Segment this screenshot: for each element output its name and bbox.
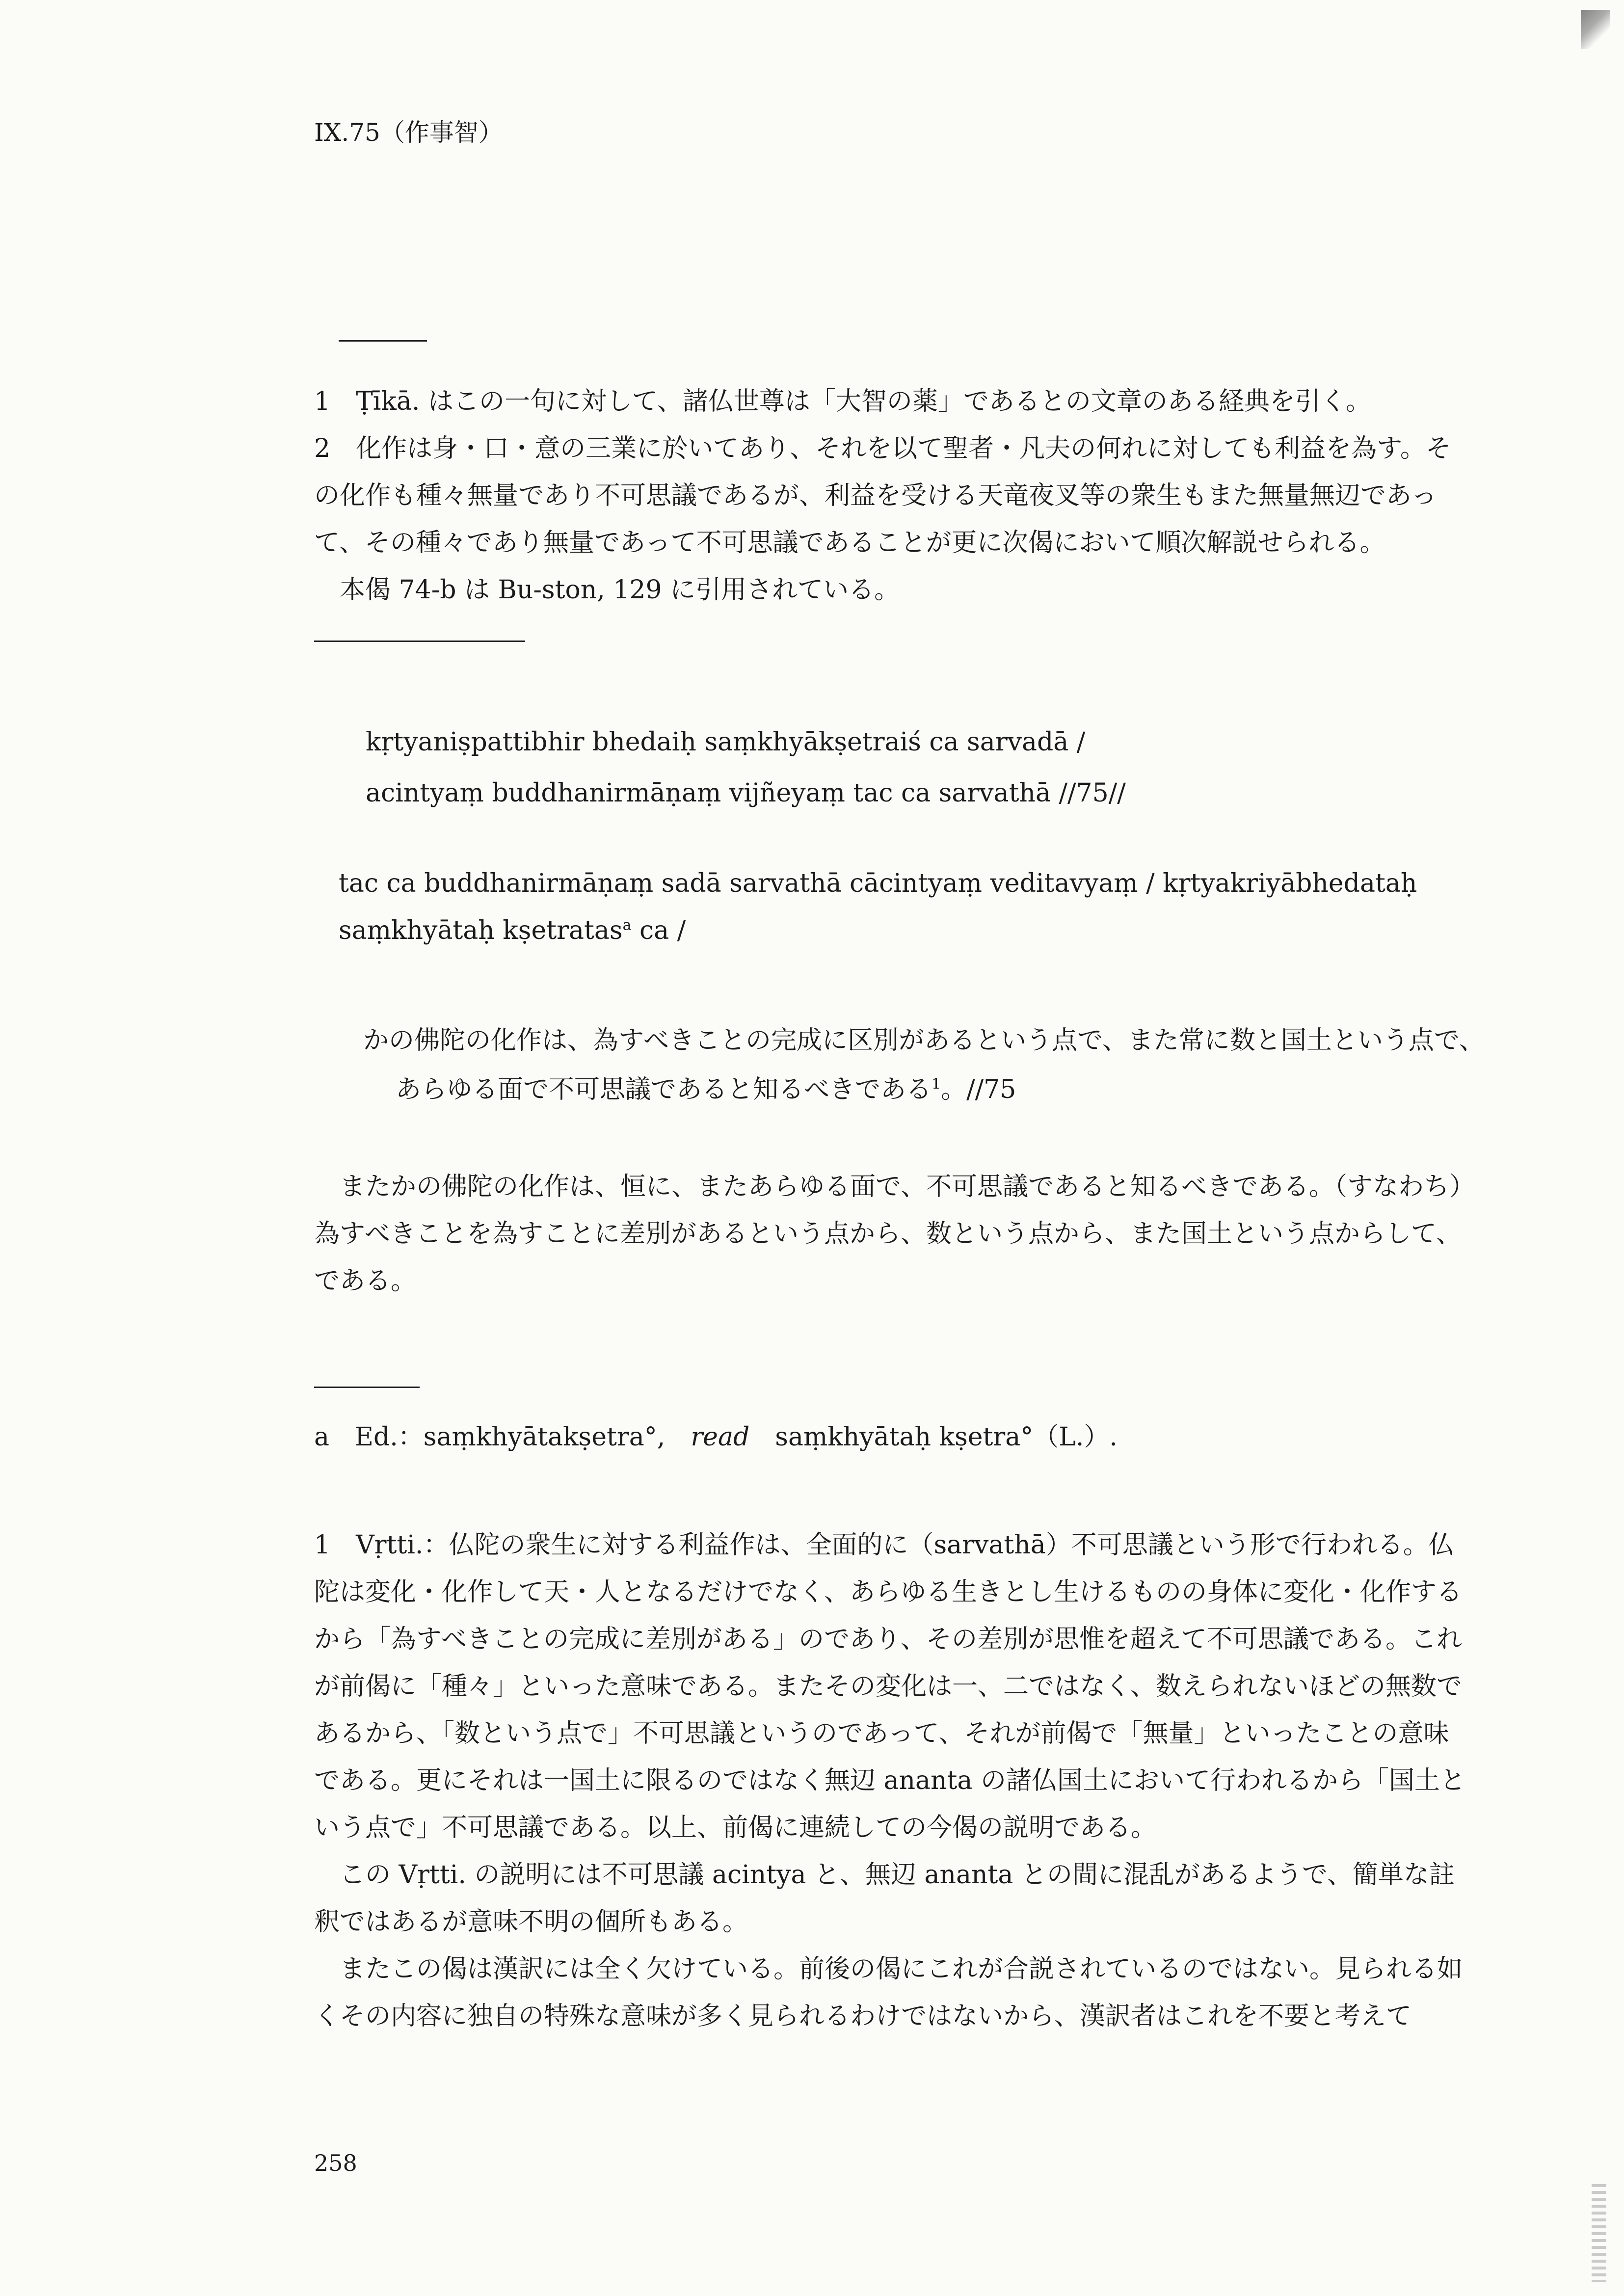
footnote-1: 1 Vṛtti.：仏陀の衆生に対する利益作は、全面的に（sarvathā）不可思議という形で行われる。仏陀は変化・化作して天・人となるだけでなく、あらゆる生きとし生けるものの身体に変化・化作するから「為すべきことの完成に差別がある」のであり、その差別が思惟を超えて不可思議である。これが前偈に「種々」といった意味である。またその変化は一、二ではなく、数えられないほどの無数であるから、「数という点で」不可思議というのであって、それが前偈で「無量」といったことの意味である。更にそれは一国土に限るのではなく無辺 ananta の諸仏国土において行われるから「国土という点で」不可思議である。以上、前偈に連続しての今偈の説明である。	[314, 1530, 1465, 1842]
verse-line-2: acintyaṃ buddhanirmāṇaṃ vijñeyaṃ tac ca sarvathā //75//	[366, 778, 1126, 808]
sanskrit-commentary	[339, 860, 1477, 954]
scan-artifact-bottom	[1592, 2184, 1606, 2282]
footnote-rule	[339, 340, 427, 342]
translation-text: かの佛陀の化作は、為すべきことの完成に区別があるという点で、また常に数と国土という点で、あらゆる面で不可思議であると知るべきである	[363, 1026, 1485, 1104]
read-label: read	[691, 1422, 750, 1452]
page-number: 258	[314, 2150, 357, 2176]
translation-end: 。//75	[941, 1075, 1016, 1104]
footnote-1-para-3: またこの偈は漢訳には全く欠けている。前後の偈にこれが合説されているのではない。見られる如くその内容に独自の特殊な意味が多く見られるわけではないから、漢訳者はこれを不要と考えて	[314, 1954, 1463, 2031]
footnote-a: a Ed.：saṃkhyātakṣetra°, read saṃkhyātaḥ kṣetra°（L.）.	[314, 1422, 1118, 1452]
commentary-end: ca /	[631, 916, 686, 945]
running-head: IX.75（作事智）	[314, 118, 503, 147]
prev-footnote-1: 1 Ṭīkā. はこの一句に対して、諸仏世尊は「大智の薬」であるとの文章のある経典を引く。	[314, 387, 1371, 416]
footnote-1-block	[314, 1522, 1472, 2040]
section-rule	[314, 641, 525, 642]
scan-artifact	[1581, 10, 1610, 49]
prev-footnote-note: 本偈 74-b は Bu-ston, 129 に引用されている。	[340, 575, 900, 605]
prev-footnote-2: 2 化作は身・口・意の三業に於いてあり、それを以て聖者・凡夫の何れに対しても利益を為す。その化作も種々無量であり不可思議であるが、利益を受ける天竜夜叉等の衆生もまた無量無辺であって、その種々であり無量であって不可思議であることが更に次偈において順次解説せられる。	[314, 434, 1451, 558]
footnote-1-para-2: この Vṛtti. の説明には不可思議 acintya と、無辺 ananta との間に混乱があるようで、簡単な註釈ではあるが意味不明の個所もある。	[314, 1860, 1455, 1937]
footnote-ref-1: 1	[932, 1075, 941, 1093]
commentary-text: tac ca buddhanirmāṇaṃ sadā sarvathā cācintyaṃ veditavyaṃ / kṛtyakriyābhedataḥ saṃkhyātaḥ kṣetratas	[339, 869, 1417, 945]
commentary-translation: またかの佛陀の化作は、恒に、またあらゆる面で、不可思議であると知るべきである。（すなわち）為すべきことを為すことに差別があるという点から、数という点から、また国土という点からして、である。	[314, 1172, 1462, 1296]
footnote-rule-2	[314, 1387, 420, 1388]
sanskrit-verse	[366, 717, 1126, 819]
verse-translation	[363, 1016, 1510, 1114]
footnote-ref-a: a	[622, 916, 632, 934]
verse-line-1: kṛtyaniṣpattibhir bhedaiḥ saṃkhyākṣetraiś ca sarvadā /	[366, 727, 1086, 757]
